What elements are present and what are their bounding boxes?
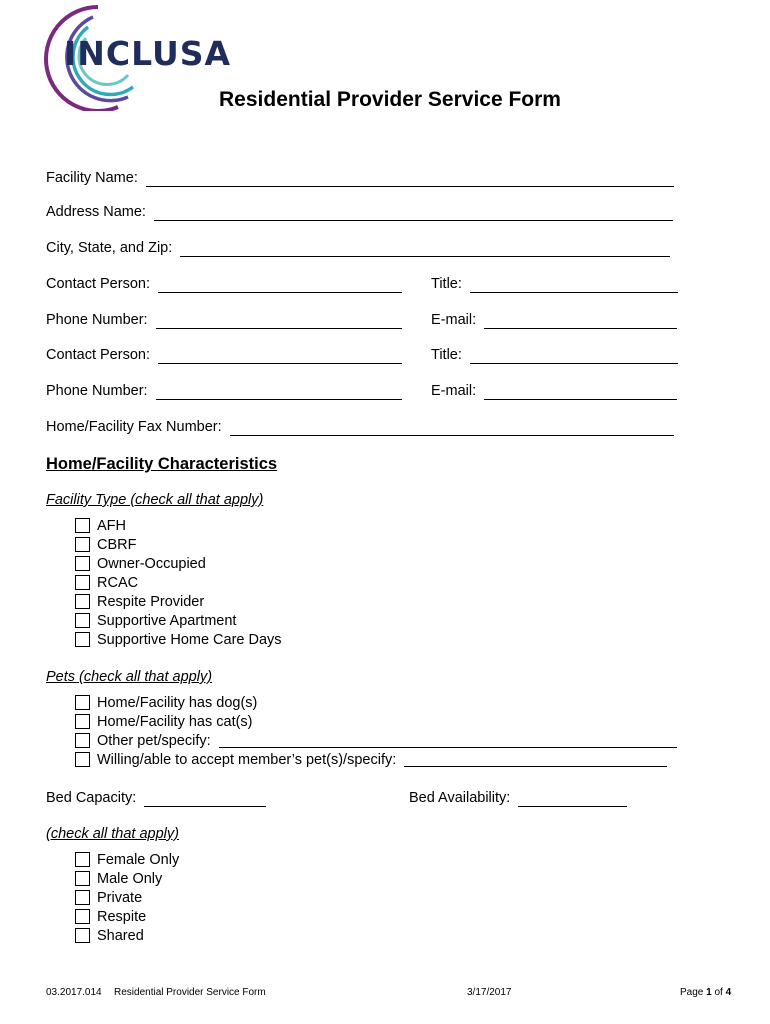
checkbox[interactable]	[75, 733, 90, 748]
title-2-field	[431, 346, 678, 364]
contact-person-2-input[interactable]	[158, 349, 402, 364]
email-2-label: E-mail:	[431, 383, 477, 399]
pets-dog[interactable]	[75, 693, 677, 712]
fax-label: Home/Facility Fax Number:	[46, 419, 222, 435]
bed-option-male-only[interactable]	[75, 869, 179, 888]
bed-option-private[interactable]	[75, 888, 179, 907]
bed-capacity-input[interactable]	[144, 792, 266, 807]
checkbox[interactable]	[75, 714, 90, 729]
facility-name-input[interactable]	[146, 172, 674, 187]
pets-other-input[interactable]	[219, 734, 677, 748]
title-1-label: Title:	[431, 276, 462, 292]
checkbox[interactable]	[75, 752, 90, 767]
phone-1-input[interactable]	[156, 314, 402, 329]
logo-text: INCLUSA	[64, 34, 232, 73]
checkbox[interactable]	[75, 909, 90, 924]
bed-options-list	[75, 850, 179, 945]
footer-form-name: Residential Provider Service Form	[114, 987, 266, 998]
pets-cat[interactable]	[75, 712, 677, 731]
title-2-label: Title:	[431, 347, 462, 363]
city-state-zip-field	[46, 239, 670, 257]
facility-type-rcac[interactable]	[75, 573, 282, 592]
fax-field	[46, 418, 674, 436]
checkbox[interactable]	[75, 695, 90, 710]
address-name-input[interactable]	[154, 206, 673, 221]
option-label: Female Only	[97, 851, 180, 868]
bed-option-respite[interactable]	[75, 907, 179, 926]
facility-type-label: Facility Type (check all that apply)	[46, 492, 264, 508]
option-label: Supportive Apartment	[97, 612, 237, 629]
page-total: 4	[725, 987, 732, 998]
facility-name-field	[46, 169, 674, 187]
facility-type-cbrf[interactable]	[75, 535, 282, 554]
email-1-field	[431, 311, 677, 329]
pets-accept-member[interactable]	[75, 750, 677, 769]
bed-capacity-label: Bed Capacity:	[46, 790, 137, 806]
city-state-zip-input[interactable]	[180, 242, 670, 257]
title-1-field	[431, 275, 678, 293]
facility-type-owner-occupied[interactable]	[75, 554, 282, 573]
page-title: Residential Provider Service Form	[219, 88, 561, 111]
option-label: Supportive Home Care Days	[97, 631, 282, 648]
checkbox[interactable]	[75, 852, 90, 867]
option-label: Home/Facility has cat(s)	[97, 713, 253, 730]
contact-person-1-label: Contact Person:	[46, 276, 150, 292]
facility-name-label: Facility Name:	[46, 170, 138, 186]
bed-option-shared[interactable]	[75, 926, 179, 945]
option-label: Private	[97, 889, 143, 906]
title-2-input[interactable]	[470, 349, 678, 364]
footer-page-number	[680, 987, 731, 998]
checkbox[interactable]	[75, 537, 90, 552]
phone-2-label: Phone Number:	[46, 383, 148, 399]
option-label: Other pet/specify:	[97, 732, 211, 749]
checkbox[interactable]	[75, 632, 90, 647]
option-label: RCAC	[97, 574, 139, 591]
checkbox[interactable]	[75, 556, 90, 571]
facility-type-respite-provider[interactable]	[75, 592, 282, 611]
option-label: Shared	[97, 927, 144, 944]
option-label: Home/Facility has dog(s)	[97, 694, 258, 711]
email-2-field	[431, 382, 677, 400]
bed-options-label: (check all that apply)	[46, 826, 179, 842]
checkbox[interactable]	[75, 575, 90, 590]
bed-availability-label: Bed Availability:	[409, 790, 511, 806]
facility-type-list	[75, 516, 282, 649]
phone-1-label: Phone Number:	[46, 312, 148, 328]
address-name-label: Address Name:	[46, 204, 146, 220]
checkbox[interactable]	[75, 928, 90, 943]
checkbox[interactable]	[75, 890, 90, 905]
pets-other[interactable]	[75, 731, 677, 750]
option-label: Respite Provider	[97, 593, 205, 610]
facility-type-afh[interactable]	[75, 516, 282, 535]
checkbox[interactable]	[75, 871, 90, 886]
checkbox[interactable]	[75, 518, 90, 533]
option-label: Male Only	[97, 870, 163, 887]
phone-1-field	[46, 311, 402, 329]
bed-availability-field	[409, 789, 627, 807]
fax-input[interactable]	[230, 421, 674, 436]
bed-option-female-only[interactable]	[75, 850, 179, 869]
contact-person-1-field	[46, 275, 402, 293]
pets-accept-input[interactable]	[404, 753, 667, 767]
phone-2-input[interactable]	[156, 385, 402, 400]
bed-capacity-field	[46, 789, 266, 807]
page-word: Page	[680, 987, 704, 998]
contact-person-2-label: Contact Person:	[46, 347, 150, 363]
option-label: CBRF	[97, 536, 137, 553]
email-1-label: E-mail:	[431, 312, 477, 328]
checkbox[interactable]	[75, 594, 90, 609]
address-name-field	[46, 203, 673, 221]
bed-availability-input[interactable]	[518, 792, 627, 807]
contact-person-2-field	[46, 346, 402, 364]
footer-form-code: 03.2017.014	[46, 987, 102, 998]
facility-type-supportive-apartment[interactable]	[75, 611, 282, 630]
footer-date: 3/17/2017	[467, 987, 512, 998]
city-state-zip-label: City, State, and Zip:	[46, 240, 173, 256]
option-label: AFH	[97, 517, 126, 534]
title-1-input[interactable]	[470, 278, 678, 293]
pets-list	[75, 693, 677, 769]
phone-2-field	[46, 382, 402, 400]
characteristics-heading: Home/Facility Characteristics	[46, 455, 278, 473]
page-current: 1	[706, 987, 712, 998]
contact-person-1-input[interactable]	[158, 278, 402, 293]
option-label: Respite	[97, 908, 147, 925]
facility-type-supportive-home-care-days[interactable]	[75, 630, 282, 649]
pets-label: Pets (check all that apply)	[46, 669, 213, 685]
checkbox[interactable]	[75, 613, 90, 628]
email-2-input[interactable]	[484, 385, 677, 400]
option-label: Owner-Occupied	[97, 555, 206, 572]
of-word: of	[714, 987, 723, 998]
email-1-input[interactable]	[484, 314, 677, 329]
option-label: Willing/able to accept member’s pet(s)/specify:	[97, 751, 397, 768]
